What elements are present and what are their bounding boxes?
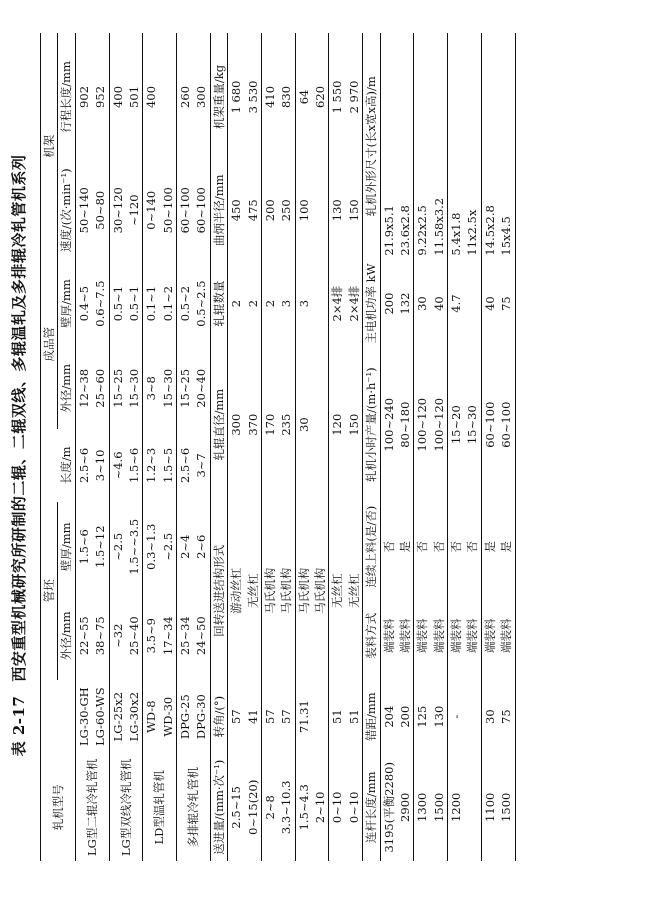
- weight-cell: 1 550: [329, 33, 346, 161]
- stroke-cell: 400: [109, 33, 126, 161]
- motor-cell: 40: [431, 296, 446, 311]
- mechanism-cell: 无丝杠: [346, 573, 361, 609]
- header-row: [58, 33, 75, 861]
- angle-cell: 71.31: [295, 680, 312, 754]
- table-row: [261, 33, 278, 861]
- angle-cell: 51: [329, 680, 346, 754]
- table-row: [193, 33, 210, 861]
- mechanism-cell: 马氏机构: [313, 567, 327, 614]
- header-crank-radius: 曲炳半径/mm: [210, 161, 227, 260]
- offset-cell: [464, 680, 481, 754]
- table-row: [295, 33, 312, 861]
- header-spacer: [41, 680, 58, 754]
- loading-cell: 端装料: [498, 592, 515, 680]
- roll-diameter-cell: 235: [279, 413, 294, 436]
- table-row: [312, 33, 329, 861]
- crank-radius-cell: [312, 161, 329, 260]
- group-name: LD型温轧管机: [143, 754, 177, 861]
- continuous-cell: 是: [481, 502, 498, 592]
- billet-wall-cell: 1.5~~3.5: [126, 518, 141, 575]
- table-row: [380, 33, 397, 861]
- billet-wall-cell: 2~6: [194, 534, 209, 559]
- model-cell: WD-8: [143, 680, 160, 754]
- weight-cell: 3 530: [245, 80, 260, 114]
- table-row: [278, 33, 295, 861]
- header-od: 外径/mm: [58, 592, 75, 680]
- feed-cell: 0~15(20): [245, 779, 260, 835]
- feed-cell: 2~10: [313, 791, 327, 824]
- size-cell: 11.58x3.2: [431, 197, 446, 256]
- product-od-cell: 25~60: [93, 368, 108, 408]
- loading-cell: 端装料: [397, 618, 412, 653]
- offset-cell: 125: [414, 680, 431, 754]
- speed-cell: 50~100: [160, 187, 175, 234]
- roll-diameter-cell: 370: [245, 413, 260, 436]
- motor-cell: [464, 260, 481, 348]
- roll-count-cell: 2: [229, 299, 244, 308]
- product-od-cell: 15~30: [126, 368, 141, 408]
- billet-wall-cell: ~2.5: [160, 532, 175, 561]
- speed-cell: 60~100: [194, 187, 209, 234]
- mechanism-cell: 马氏机构: [261, 502, 278, 680]
- billet-wall-cell: 2~4: [177, 502, 194, 592]
- table-row: [160, 33, 177, 861]
- billet-length-cell: 3~7: [194, 453, 209, 478]
- product-od-cell: 3~8: [143, 348, 160, 429]
- table-title: [8, 0, 29, 897]
- product-wall-cell: 0.1~1: [143, 260, 160, 348]
- roll-diameter-cell: 30: [295, 348, 312, 502]
- billet-wall-cell: ~2.5: [109, 502, 126, 592]
- weight-cell: 2 970: [346, 80, 361, 114]
- header-billet: 管坯: [41, 502, 58, 680]
- billet-length-cell: 1.5~6: [126, 447, 141, 484]
- header-stroke: 行程长度/mm: [58, 33, 75, 161]
- table-row: [177, 33, 194, 861]
- header-link-length: 连杆长度/mm: [363, 754, 380, 861]
- billet-length-cell: 3~10: [93, 449, 108, 482]
- mechanism-cell: 马氏机构: [279, 567, 294, 614]
- table-row: [431, 33, 448, 861]
- stroke-cell: 952: [93, 85, 108, 108]
- roll-count-cell: 2: [245, 299, 260, 308]
- continuous-cell: 否: [381, 541, 396, 553]
- billet-length-cell: 2.5~6: [76, 447, 91, 484]
- motor-cell: 75: [498, 260, 515, 348]
- header-product-od: 外径/mm: [58, 348, 75, 429]
- table-row: [498, 33, 515, 861]
- weight-cell: 830: [279, 85, 294, 108]
- table-row: [448, 33, 465, 861]
- link-length-cell: 1500: [431, 792, 446, 822]
- loading-cell: 端装料: [465, 618, 480, 653]
- roll-count-cell: 2: [261, 260, 278, 348]
- model-cell: LG-60-WS: [93, 687, 108, 746]
- stroke-cell: 902: [76, 85, 91, 108]
- header-row: [41, 33, 58, 861]
- table-row: [245, 33, 262, 861]
- model-cell: WD-30: [160, 696, 175, 737]
- table-row: [228, 33, 245, 861]
- header-machine: 机架: [41, 33, 58, 260]
- feed-cell: 1.5~4.3: [295, 754, 312, 861]
- size-cell: 23.6x2.8: [397, 205, 412, 256]
- angle-cell: 41: [245, 709, 260, 724]
- table-row: [346, 33, 363, 861]
- crank-radius-cell: 250: [279, 199, 294, 222]
- header-product-wall: 壁厚/mm: [58, 260, 75, 348]
- header-row: [363, 33, 380, 861]
- group-name: LG型二辊冷轧管机: [84, 758, 99, 856]
- spec-table: [40, 33, 516, 861]
- roll-count-cell: 3: [279, 299, 294, 308]
- billet-wall-cell: 1.5~6: [76, 529, 91, 565]
- billet-od-cell: 38~75: [93, 616, 108, 656]
- motor-cell: 40: [481, 260, 498, 348]
- stroke-cell: [160, 33, 177, 161]
- product-od-cell: 20~40: [194, 368, 209, 408]
- link-length-cell: 1300: [414, 754, 431, 861]
- size-cell: 21.9x5.1: [381, 205, 396, 256]
- model-cell: LG-25x2: [109, 680, 126, 754]
- header-output: 轧机小时产量/(m·h⁻¹): [363, 348, 380, 502]
- output-cell: 100~120: [431, 397, 446, 452]
- crank-radius-cell: 130: [329, 161, 346, 260]
- roll-count-cell: [312, 260, 329, 348]
- header-roll-diameter: 轧辊直径/mm: [210, 348, 227, 502]
- table-row: [464, 33, 481, 861]
- mechanism-cell: 马氏机构: [295, 502, 312, 680]
- table-row: [414, 33, 431, 861]
- product-wall-cell: 0.6~7.5: [93, 280, 108, 327]
- link-length-cell: 2900: [397, 792, 412, 822]
- angle-cell: 57: [279, 709, 294, 724]
- continuous-cell: 否: [465, 541, 480, 553]
- offset-cell: 204: [381, 705, 396, 728]
- product-wall-cell: 0.4~5: [76, 285, 91, 322]
- header-spacer: [41, 429, 58, 502]
- header-model: 轧机型号: [41, 754, 76, 861]
- product-od-cell: 12~38: [76, 368, 91, 408]
- table-row: [397, 33, 414, 861]
- output-cell: 15~20: [448, 348, 465, 502]
- loading-cell: 端装料: [481, 592, 498, 680]
- billet-od-cell: 25~34: [177, 592, 194, 680]
- header-angle: 转角/(°): [210, 680, 227, 754]
- product-wall-cell: 0.5~2.5: [194, 280, 209, 327]
- roll-diameter-cell: 170: [261, 348, 278, 502]
- speed-cell: 0~140: [143, 161, 160, 260]
- crank-radius-cell: 475: [245, 199, 260, 222]
- header-mechanism: 回转送进结构形式: [210, 502, 227, 680]
- header-offset: 错距/mm: [363, 680, 380, 754]
- billet-length-cell: 2.5~6: [177, 429, 194, 502]
- size-cell: 11x2.5x: [465, 209, 480, 256]
- model-cell: LG-30x2: [126, 691, 141, 742]
- offset-cell: 75: [498, 680, 515, 754]
- roll-diameter-cell: 300: [229, 413, 244, 436]
- billet-od-cell: 3.5~9: [143, 592, 160, 680]
- crank-radius-cell: 450: [229, 199, 244, 222]
- weight-cell: 620: [313, 85, 327, 108]
- loading-cell: 端装料: [431, 618, 446, 653]
- loading-cell: 端装料: [381, 618, 396, 653]
- continuous-cell: 是: [397, 541, 412, 553]
- roll-diameter-cell: 120: [329, 348, 346, 502]
- billet-wall-cell: 1.5~12: [93, 525, 108, 569]
- output-cell: 60~100: [498, 348, 515, 502]
- link-length-cell: 1100: [481, 754, 498, 861]
- product-wall-cell: 0.5~1: [109, 260, 126, 348]
- header-feed: 送进量/(mm·次⁻¹): [210, 754, 227, 861]
- motor-cell: 4.7: [448, 260, 465, 348]
- model-cell: LG-30-GH: [76, 687, 91, 746]
- link-length-cell: [464, 754, 481, 861]
- table-row: [92, 33, 109, 861]
- product-wall-cell: 0.5~2: [177, 260, 194, 348]
- model-cell: DPG-30: [194, 694, 209, 740]
- output-cell: 100~240: [381, 397, 396, 452]
- crank-radius-cell: 100: [295, 161, 312, 260]
- weight-cell: 410: [261, 33, 278, 161]
- roll-diameter-cell: [312, 348, 329, 502]
- model-cell: DPG-25: [177, 680, 194, 754]
- offset-cell: 30: [481, 680, 498, 754]
- speed-cell: 60~100: [177, 161, 194, 260]
- header-row: [210, 33, 227, 861]
- continuous-cell: 否: [431, 541, 446, 553]
- product-od-cell: 15~30: [160, 368, 175, 408]
- output-cell: 100~120: [414, 348, 431, 502]
- billet-od-cell: ~32: [109, 592, 126, 680]
- billet-wall-cell: 0.3~1.3: [143, 502, 160, 592]
- stroke-cell: 300: [194, 85, 209, 108]
- header-speed: 速度/(次·min⁻¹): [58, 161, 75, 260]
- header-product: 成品管: [41, 260, 58, 429]
- roll-diameter-cell: 150: [346, 413, 361, 436]
- header-length: 长度/m: [58, 429, 75, 502]
- product-wall-cell: 0.1~2: [160, 285, 175, 322]
- mechanism-cell: 无丝杠: [245, 573, 260, 609]
- angle-cell: 57: [261, 680, 278, 754]
- billet-length-cell: ~4.6: [109, 429, 126, 502]
- table-row: [109, 33, 126, 861]
- feed-cell: 2.5~15: [229, 786, 244, 829]
- weight-cell: 1 680: [229, 80, 244, 114]
- crank-radius-cell: 150: [346, 199, 361, 222]
- loading-cell: 端装料: [414, 592, 431, 680]
- product-od-cell: 15~25: [109, 348, 126, 429]
- feed-cell: 0~10: [329, 754, 346, 861]
- speed-cell: 50~80: [93, 190, 108, 230]
- size-cell: 5.4x1.8: [448, 33, 465, 260]
- table-row: [126, 33, 143, 861]
- link-length-cell: 3195(平衡2280): [381, 762, 396, 853]
- feed-cell: 2~8: [261, 754, 278, 861]
- table-caption: 西安重型机械研究所研制的二辊、二辊双线、多辊温轧及多排辊冷轧管机系列: [10, 154, 28, 682]
- size-cell: 14.5x2.8: [481, 33, 498, 260]
- header-weight: 机架重量/kg: [210, 33, 227, 161]
- continuous-cell: 是: [498, 502, 515, 592]
- product-wall-cell: 0.5~1: [126, 285, 141, 322]
- output-cell: 80~180: [397, 401, 412, 448]
- speed-cell: 30~120: [109, 161, 126, 260]
- motor-cell: 30: [414, 260, 431, 348]
- speed-cell: 50~140: [76, 187, 91, 234]
- group-name: LG型双线冷轧管机: [109, 754, 143, 861]
- product-od-cell: 15~25: [177, 348, 194, 429]
- roll-count-cell: 3: [295, 260, 312, 348]
- angle-cell: 57: [229, 709, 244, 724]
- weight-cell: 64: [295, 33, 312, 161]
- table-row: [75, 33, 92, 861]
- stroke-cell: 260: [177, 33, 194, 161]
- output-cell: 60~100: [481, 348, 498, 502]
- link-length-cell: 1500: [498, 754, 515, 861]
- table-row: [329, 33, 346, 861]
- motor-cell: 132: [397, 292, 412, 315]
- group-name: 多排辊冷轧管机: [177, 754, 211, 861]
- offset-cell: -: [448, 680, 465, 754]
- continuous-cell: 否: [414, 502, 431, 592]
- header-size: 轧机外形尺寸(长x宽x高)/m: [363, 33, 380, 260]
- billet-length-cell: 1.2~3: [143, 429, 160, 502]
- table-number: 表 2-17: [10, 695, 28, 757]
- mechanism-cell: 游动丝杠: [229, 567, 244, 614]
- size-cell: 9.22x2.5: [414, 33, 431, 260]
- roll-count-cell: 2×4排: [346, 285, 361, 322]
- speed-cell: ~120: [126, 194, 141, 227]
- feed-cell: 3.3~10.3: [279, 780, 294, 835]
- mechanism-cell: 无丝杠: [329, 502, 346, 680]
- loading-cell: 端装料: [448, 592, 465, 680]
- header-spacer: [58, 680, 75, 754]
- billet-od-cell: 24~50: [194, 616, 209, 656]
- header-loading: 装料方式: [363, 592, 380, 680]
- billet-length-cell: 1.5~5: [160, 447, 175, 484]
- billet-od-cell: 25~40: [126, 616, 141, 656]
- continuous-cell: 否: [448, 502, 465, 592]
- billet-od-cell: 22~55: [76, 616, 91, 656]
- table-row: [481, 33, 498, 861]
- header-roll-count: 轧辊数量: [210, 260, 227, 348]
- size-cell: 15x4.5: [498, 33, 515, 260]
- crank-radius-cell: 200: [261, 161, 278, 260]
- feed-cell: 0~10: [346, 791, 361, 824]
- stroke-cell: 400: [143, 33, 160, 161]
- header-wall: 壁厚/mm: [58, 502, 75, 592]
- offset-cell: 130: [431, 705, 446, 728]
- link-length-cell: 1200: [448, 754, 465, 861]
- output-cell: 15~30: [465, 405, 480, 445]
- roll-count-cell: 2×4排: [329, 260, 346, 348]
- offset-cell: 200: [397, 705, 412, 728]
- table-row: [143, 33, 160, 861]
- billet-od-cell: 17~34: [160, 616, 175, 656]
- stroke-cell: 501: [126, 85, 141, 108]
- angle-cell: 51: [346, 709, 361, 724]
- header-continuous: 连续上料(是/否): [363, 502, 380, 592]
- angle-cell: [312, 680, 329, 754]
- motor-cell: 200: [381, 292, 396, 315]
- header-motor: 主电机功率 kW: [363, 260, 380, 348]
